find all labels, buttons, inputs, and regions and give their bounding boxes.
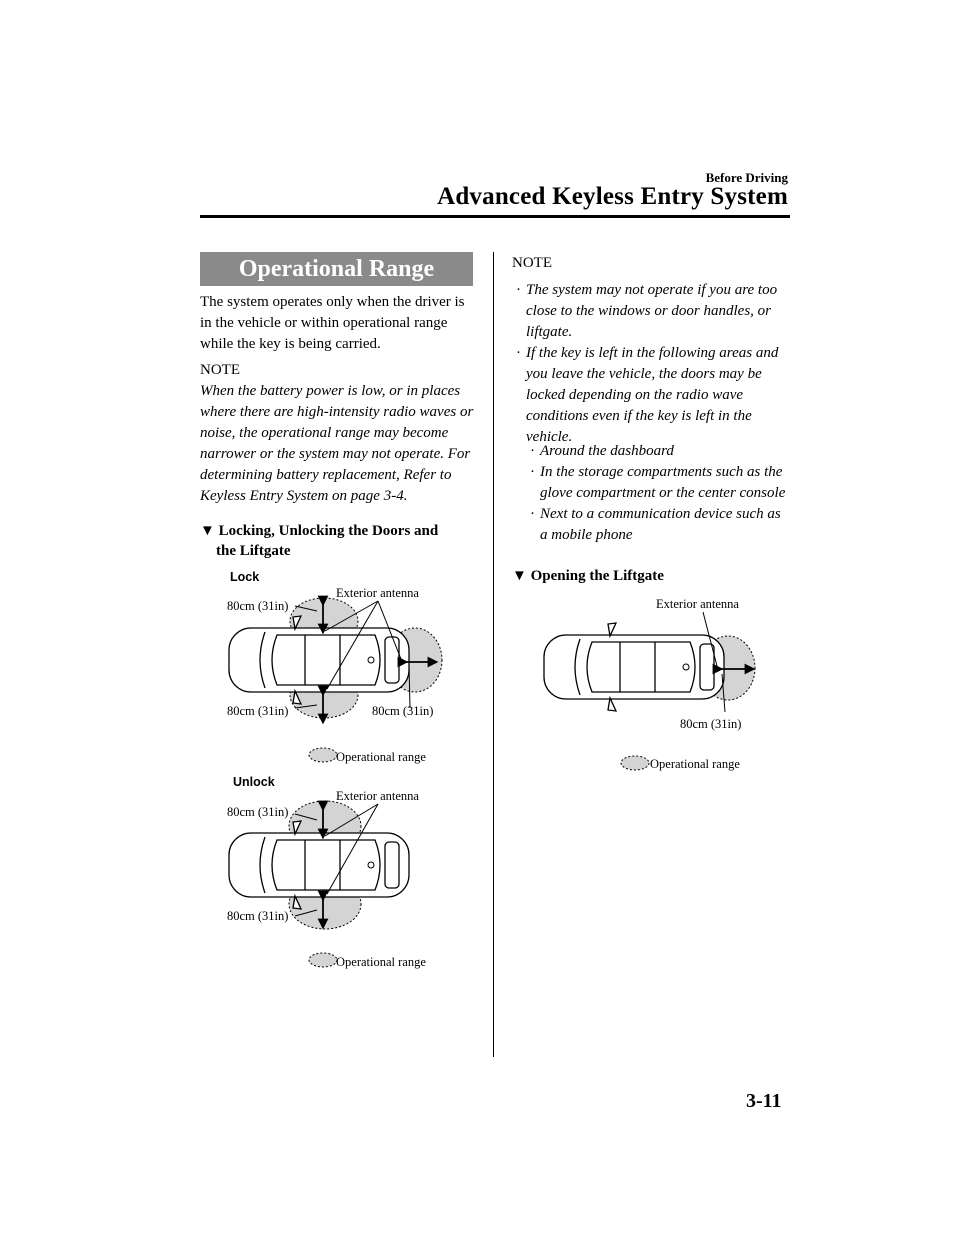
bullet-dot-icon: · [516, 282, 521, 298]
subsection-heading-locking-cont: the Liftgate [216, 543, 291, 559]
lock-dist-rear-label: 80cm (31in) [372, 704, 434, 718]
liftgate-dist-label: 80cm (31in) [680, 717, 742, 731]
note-text: When the battery power is low, or in places where there are high-intensity radio waves or noise, the operational range may become narrower or the system may not operate. For determining battery replacement, Refer to Keyless Entry System on page 3-4. [200, 383, 474, 504]
unlock-antenna-label: Exterior antenna [336, 789, 419, 803]
unlock-dist-top-label: 80cm (31in) [227, 805, 289, 819]
bullet-dot-icon: · [530, 443, 535, 459]
header-divider [200, 215, 790, 218]
list-item: · The system may not operate if you are too close to the windows or door handles, or liftgate. [516, 282, 778, 340]
right-note-label: NOTE [512, 255, 552, 271]
subsection-heading-liftgate: ▼ Opening the Liftgate [512, 568, 664, 584]
bullet-dot-icon: · [530, 506, 535, 522]
note-label: NOTE [200, 362, 240, 378]
unlock-title: Unlock [233, 775, 275, 789]
intro-paragraph: The system operates only when the driver is in the vehicle or within operational range while the key is being carried. [200, 294, 465, 352]
page-number: 3-11 [746, 1090, 782, 1112]
header-section: Before Driving [705, 170, 788, 185]
page-title: Advanced Keyless Entry System [437, 183, 788, 210]
unlock-diagram [205, 770, 475, 975]
lock-legend-label: Operational range [336, 750, 426, 764]
bullet-dot-icon: · [530, 464, 535, 480]
lock-dist-bottom-label: 80cm (31in) [227, 704, 289, 718]
bullet-dot-icon: · [516, 345, 521, 361]
car-outline-icon [229, 616, 409, 704]
list-item: · Around the dashboard [526, 441, 791, 462]
legend-swatch-icon [621, 756, 649, 770]
car-outline-icon [229, 821, 409, 909]
liftgate-legend-label: Operational range [650, 757, 740, 771]
legend-swatch-icon [309, 953, 337, 967]
section-banner: Operational Range [200, 252, 473, 286]
lock-title: Lock [230, 570, 260, 584]
lock-dist-top-label: 80cm (31in) [227, 599, 289, 613]
list-item: · In the storage compartments such as the glove compartment or the center console [530, 464, 786, 501]
unlock-dist-bottom-label: 80cm (31in) [227, 909, 289, 923]
list-item: · Next to a communication device such as a mobile phone [530, 506, 781, 543]
subsection-heading-locking: ▼ Locking, Unlocking the Doors and [200, 523, 439, 539]
lock-antenna-label: Exterior antenna [336, 586, 419, 600]
car-outline-icon [544, 623, 724, 711]
liftgate-antenna-label: Exterior antenna [656, 597, 739, 611]
right-note-bullets [512, 280, 792, 448]
right-note-sub-bullets [526, 441, 791, 546]
unlock-legend-label: Operational range [336, 955, 426, 969]
liftgate-diagram [520, 590, 790, 780]
lock-diagram [205, 565, 475, 770]
legend-swatch-icon [309, 748, 337, 762]
column-divider [493, 252, 494, 1057]
list-item: · If the key is left in the following areas and you leave the vehicle, the doors may be locked depending on the radio wave conditions even if the key is left in the vehicle. [516, 345, 779, 445]
